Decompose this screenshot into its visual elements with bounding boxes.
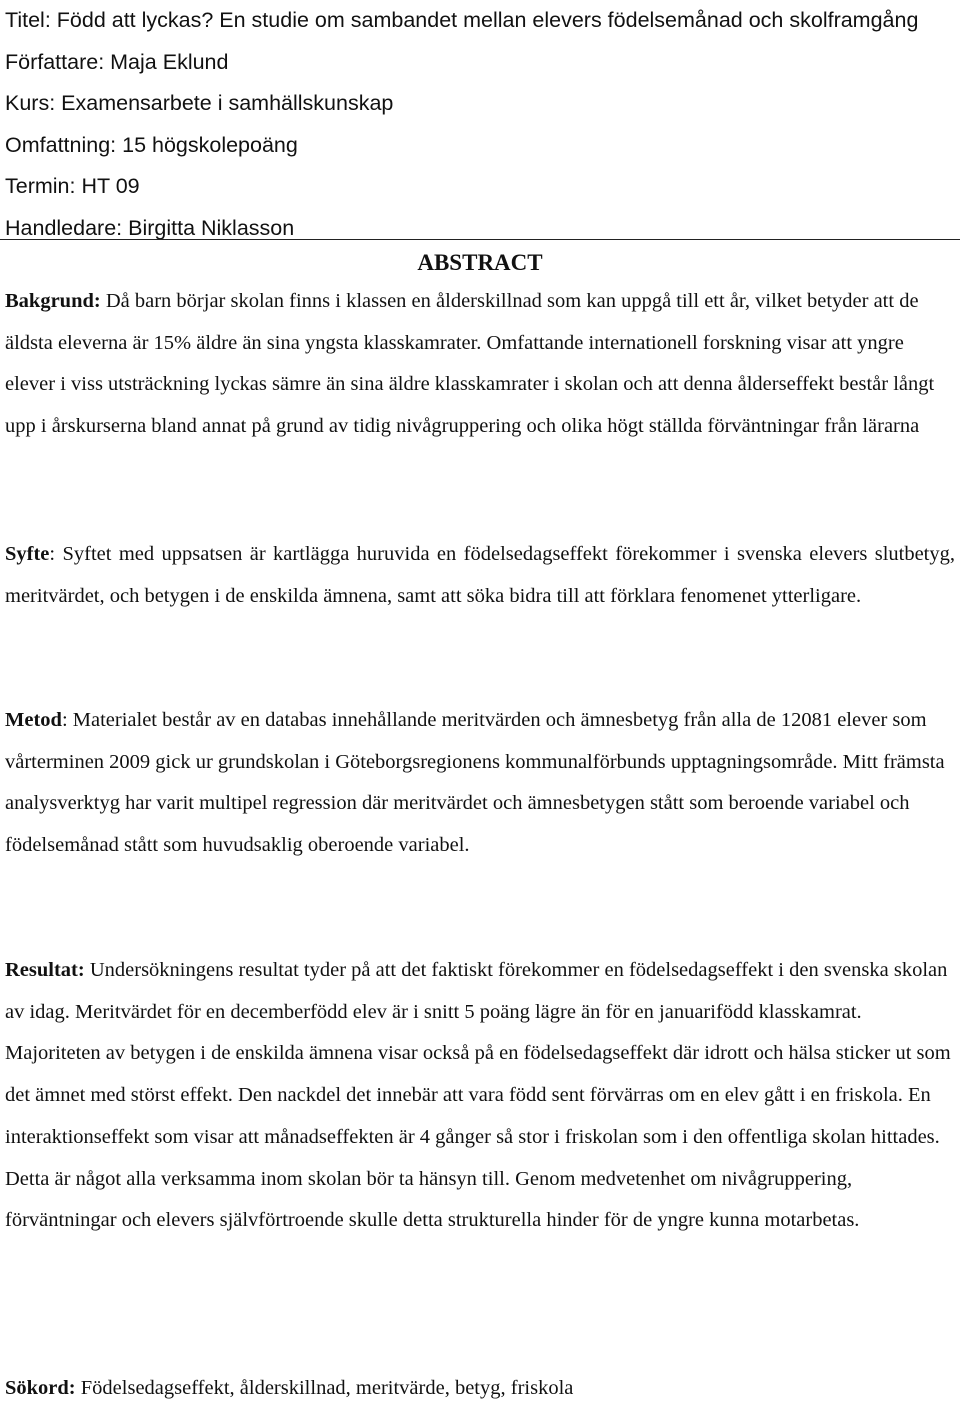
divider-line <box>0 239 960 240</box>
section-text: Då barn börjar skolan finns i klassen en ålderskillnad som kan uppgå till ett år, vilket betyder att de äldsta eleverna är 15% äldre än sina yngsta klasskamrater. Omfattande internationell forskning visar att yngre elever i viss utsträckning lyckas sämre än sina äldre klasskamrater i skolan och att denna ålderseffekt består långt upp i årskurserna bland annat på grund av tidig nivågruppering och olika högt ställda förväntningar från lärarna <box>5 290 935 438</box>
section-metod <box>5 700 955 867</box>
section-label: Syfte <box>5 543 50 565</box>
thesis-metadata <box>5 0 960 249</box>
section-text: : Materialet består av en databas innehållande meritvärden och ämnesbetyg från alla de 12081 elever som vårterminen 2009 gick ur grundskolan i Göteborgsregionens kommunalförbunds upptagningsområde. Mitt främsta analysverktyg har varit multipel regression där meritvärdet och ämnesbetygen stått som beroende variabel och födelsemånad stått som huvudsaklig oberoende variabel. <box>5 709 945 857</box>
thesis-course: Kurs: Examensarbete i samhällskunskap <box>5 91 394 115</box>
section-text: Undersökningens resultat tyder på att det faktiskt förekommer en födelsedagseffekt i den svenska skolan av idag. Meritvärdet för en decemberfödd elev är i snitt 5 poäng lägre än för en januarifödd klasskamrat. Majoriteten av betygen i de enskilda ämnena visar också på en födelsedagseffekt där idrott och hälsa sticker ut som det ämnet med störst effekt. Den nackdel det innebär att vara född sent förvärras om en elev gått i en friskola. En interaktionseffekt som visar att månadseffekten är 4 gånger så stor i friskolan som i den offentliga skolan hittades. Detta är något alla verksamma inom skolan bör ta hänsyn till. Genom medvetenhet om nivågruppering, förväntningar och elevers självförtroende skulle detta strukturella hinder för de yngre kunna motarbetas. <box>5 959 951 1232</box>
thesis-term: Termin: HT 09 <box>5 174 140 198</box>
section-label: Sökord: <box>5 1377 76 1399</box>
abstract-heading: ABSTRACT <box>417 250 543 275</box>
section-resultat <box>5 950 955 1242</box>
thesis-supervisor: Handledare: Birgitta Niklasson <box>5 215 295 240</box>
thesis-title: Titel: Född att lyckas? En studie om sambandet mellan elevers födelsemånad och skolframgång <box>5 8 919 32</box>
section-sokord <box>5 1368 955 1410</box>
section-label: Metod <box>5 709 62 731</box>
section-text: : Syftet med uppsatsen är kartlägga huruvida en födelsedagseffekt förekommer i svenska elevers slutbetyg, meritvärdet, och betygen i de enskilda ämnena, samt att söka bidra till att förklara fenomenet ytterligare. <box>5 543 955 607</box>
section-text: Födelsedagseffekt, ålderskillnad, meritvärde, betyg, friskola <box>75 1377 574 1399</box>
section-syfte <box>5 534 955 617</box>
thesis-author: Författare: Maja Eklund <box>5 49 229 74</box>
section-label: Resultat: <box>5 959 85 981</box>
section-label: Bakgrund: <box>5 290 101 312</box>
section-bakgrund <box>5 281 955 448</box>
thesis-scope: Omfattning: 15 högskolepoäng <box>5 132 298 157</box>
